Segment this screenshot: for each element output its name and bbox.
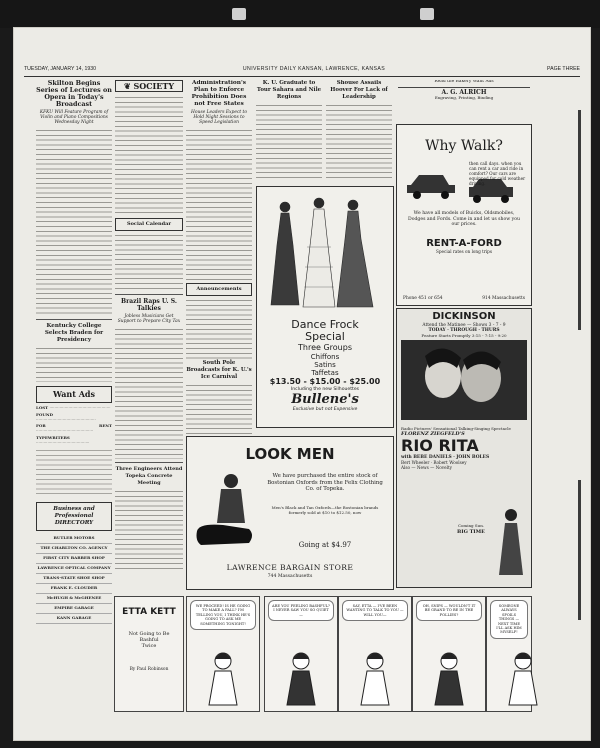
article-body <box>186 383 252 436</box>
comic-tagline: Not Going to Be Bashful <box>128 631 170 643</box>
article-subhead: House Leaders Expect to Hold Night Sessions to Speed Legislation <box>191 110 247 125</box>
flourish-icon: ❦ <box>123 81 131 91</box>
comic-title-panel <box>114 596 184 712</box>
ad-note: Including the new Silhouettes <box>290 387 360 392</box>
comic-figure <box>345 647 405 707</box>
speech-balloon: ARE YOU FEELING BASHFUL? I NEVER SAW YOU SO QUIET— <box>268 600 334 621</box>
column-4 <box>256 80 322 180</box>
masthead <box>24 66 580 77</box>
ad-headline: LOOK MEN <box>245 445 335 463</box>
dance-frock-ad <box>256 186 394 428</box>
directory-entry: McHUGH & McGHENEE <box>36 594 112 604</box>
article-headline: South Pole Broadcasts for K. U.'s Ice Carnival <box>186 359 252 380</box>
ad-tagline: then call days. when you can rent a car and ride in comfort? Our cars are equipped for cold weather driving. <box>469 161 526 186</box>
store-slogan: Exclusive but not Expensive <box>292 407 358 412</box>
speech-balloon: SAY, ETTA — I'VE BEEN WANTING TO TALK TO YOU — WILL YOU— <box>342 600 408 621</box>
store-address: 744 Massachusetts <box>267 574 313 579</box>
movie-extras: Also — News — Novelty <box>401 465 453 470</box>
ad-brand: RENT-A-FORD <box>426 237 502 249</box>
comic-panel <box>186 596 260 712</box>
want-ad-label: FOR RENT <box>36 423 112 429</box>
ad-line: Chiffons <box>310 353 340 361</box>
want-ad-label: FOUND <box>36 411 53 417</box>
article-headline: Kentucky College Selects Braden for Presidency <box>44 323 104 343</box>
binder-clip <box>420 8 434 20</box>
announcements-header: Announcements <box>186 283 252 296</box>
ad-phone: Phone 451 or 654 <box>403 296 443 301</box>
column-6 <box>398 80 530 120</box>
coming-label: Coming Sun. <box>457 523 485 528</box>
divider <box>115 462 183 463</box>
scan-top-edge <box>0 0 600 28</box>
fashion-illustration <box>257 187 393 315</box>
article-subhead: Jobless Musicians Get Support to Prepare City Tax <box>117 313 181 324</box>
ad-body: We have all models of Buicks, Oldsmobiles, Dodges and Fords. Come in and let us show you our prices. <box>408 211 520 228</box>
article-body <box>186 298 252 360</box>
article-body <box>115 489 183 569</box>
article-body <box>115 327 183 459</box>
comic-figure <box>493 647 553 707</box>
article-body <box>36 346 112 382</box>
want-ads-body <box>36 448 112 498</box>
column-5 <box>326 80 392 180</box>
dickinson-theater-ad <box>396 308 532 588</box>
rent-a-ford-ad <box>396 124 532 306</box>
article-body <box>36 128 112 316</box>
comic-byline: By Paul Robinson <box>129 667 169 672</box>
article-body <box>256 103 322 180</box>
look-men-ad <box>186 436 394 590</box>
store-logo: Bullene's <box>291 392 359 407</box>
ad-line: Three Groups <box>298 343 352 352</box>
speech-balloon: SOMEONE ALWAYS SPOILS THINGS — NEXT TIME I'LL ASK HIM MYSELF! <box>490 600 528 639</box>
speech-balloon: WE PROCEED! IS HE GOING TO MAKE A FALL? I'M TELLING YOU, I THINK HE'S GOING TO ASK ME SOMETHING TONIGHT! <box>190 600 256 630</box>
store-name: LAWRENCE BARGAIN STORE <box>226 563 354 572</box>
dancer-illustration <box>495 505 527 581</box>
comic-title: ETTA KETT <box>122 607 176 617</box>
article-headline: Three Engineers Attend Topeka Concrete Meeting <box>115 465 183 486</box>
directory-list <box>36 534 112 624</box>
coming-title: BIG TIME <box>457 529 485 535</box>
article-body <box>186 128 252 280</box>
theater-name: DICKINSON <box>432 311 496 322</box>
ad-line: Taffetas <box>311 369 339 377</box>
divider <box>36 319 112 320</box>
directory-entry: FIRST CITY BARBER SHOP <box>36 554 112 564</box>
directory-entry: THE CHARLTON CO. AGENCY <box>36 544 112 554</box>
binder-edge <box>578 480 581 620</box>
paper-title: UNIVERSITY DAILY KANSAN, LAWRENCE, KANSAS <box>242 66 386 72</box>
directory-entry: KANN GARAGE <box>36 614 112 624</box>
directory-entry: BUTLER MOTORS <box>36 534 112 544</box>
page-number: PAGE THREE <box>547 66 580 72</box>
comic-panel <box>486 596 532 712</box>
article-body <box>326 103 392 180</box>
speech-balloon: OH, SNIPS — WOULDN'T IT BE GRAND TO BE IN THE FOLLIES? <box>416 600 482 621</box>
ad-address: 914 Massachusetts <box>482 296 525 301</box>
feature-times: Feature Starts Promptly 3:15 - 7:15 - 9:20 <box>421 333 507 338</box>
directory-entry: FRANK E. CLOUDER <box>36 584 112 594</box>
calendar-body <box>115 233 183 291</box>
directory-entry: EMPIRE GARAGE <box>36 604 112 614</box>
directory-entry: TRANS-STATE SHOE SHOP <box>36 574 112 584</box>
comic-panel <box>264 596 338 712</box>
article-headline: Shouse Assails Hoover For Lack of Leadership <box>330 80 388 100</box>
small-ad-sub: Engraving, Printing, Binding <box>434 94 494 100</box>
comic-figure <box>193 647 253 707</box>
ad-body: We have purchased the entire stock of Bostonian Oxfords from the Felix Clothing Co. of Topeka. <box>267 473 383 493</box>
article-headline: Skilton Begins Series of Lectures on Opera in Today's Broadcast <box>36 80 112 108</box>
article-subhead: KFKU Will Feature Program of Violin and Piano Compositions Wednesday Night <box>39 110 109 125</box>
issue-date: TUESDAY, JANUARY 14, 1930 <box>24 66 96 72</box>
movie-billing: Radio Pictures' Sensational Talking-Singing Spectacle <box>401 426 511 431</box>
man-and-shoe-illustration <box>193 469 257 555</box>
comic-panel <box>412 596 486 712</box>
directory-header: Business and Professional DIRECTORY <box>36 502 112 531</box>
ad-line: Special <box>305 330 345 343</box>
small-ad-title: A. G. ALRICH <box>441 88 487 96</box>
ad-price: Going at $4.97 <box>298 541 352 549</box>
article-headline: Administration's Plan to Enforce Prohibition Does not Free States <box>191 80 247 107</box>
article-headline: K. U. Graduate to Tour Sahara and Nile Regions <box>256 80 322 100</box>
producer-credit: FLORENZ ZIEGFELD'S <box>401 431 465 437</box>
divider <box>115 294 183 295</box>
comic-panel <box>338 596 412 712</box>
ad-prices: $13.50 - $15.00 - $25.00 <box>269 377 381 386</box>
society-body <box>115 95 183 215</box>
article-headline: Brazil Raps U. S. Talkies <box>121 297 177 312</box>
society-label: SOCIETY <box>133 81 175 91</box>
column-2 <box>115 80 183 596</box>
ad-line: Satins <box>314 361 336 369</box>
small-ad: Read the Bakery Want Ads <box>398 80 530 88</box>
calendar-header: Social Calendar <box>115 218 183 231</box>
want-ad-label: TYPEWRITERS <box>36 434 70 440</box>
movie-title: RIO RITA <box>401 436 479 455</box>
movie-cast: with BEBE DANIELS · JOHN BOLES <box>401 455 490 460</box>
ad-sub: Special rates on long trips <box>436 248 492 254</box>
ad-headline: Why Walk? <box>425 138 503 154</box>
comic-figure <box>271 647 331 707</box>
comic-tagline: Twice <box>141 643 157 649</box>
society-header <box>115 80 183 92</box>
want-ad-label: LOST <box>36 405 49 410</box>
binder-clip <box>232 8 246 20</box>
want-ads-list: LOST ················································ FOUND ··············································· FOR RENT ············································· TYPEWRITERS ·········································· <box>36 405 112 445</box>
directory-entry: LAWRENCE OPTICAL COMPANY <box>36 564 112 574</box>
movie-cast-extra: Bert Wheeler · Robert Woolsey <box>401 460 467 465</box>
run-dates: TODAY · THROUGH · THURS <box>428 328 500 333</box>
ad-detail: Men's Black and Tan Oxfords—the Bostonian brands formerly sold at $10 to $12.50, now <box>271 505 379 515</box>
showtimes: Attend the Matinee — Shows 3 - 7 - 9 <box>422 323 506 328</box>
column-3 <box>186 80 252 436</box>
want-ads-header: Want Ads <box>36 386 112 403</box>
binder-edge <box>578 110 581 330</box>
comic-figure <box>419 647 479 707</box>
ad-line: Dance Frock <box>291 318 359 331</box>
movie-poster-art <box>397 338 531 422</box>
column-1 <box>36 80 112 730</box>
